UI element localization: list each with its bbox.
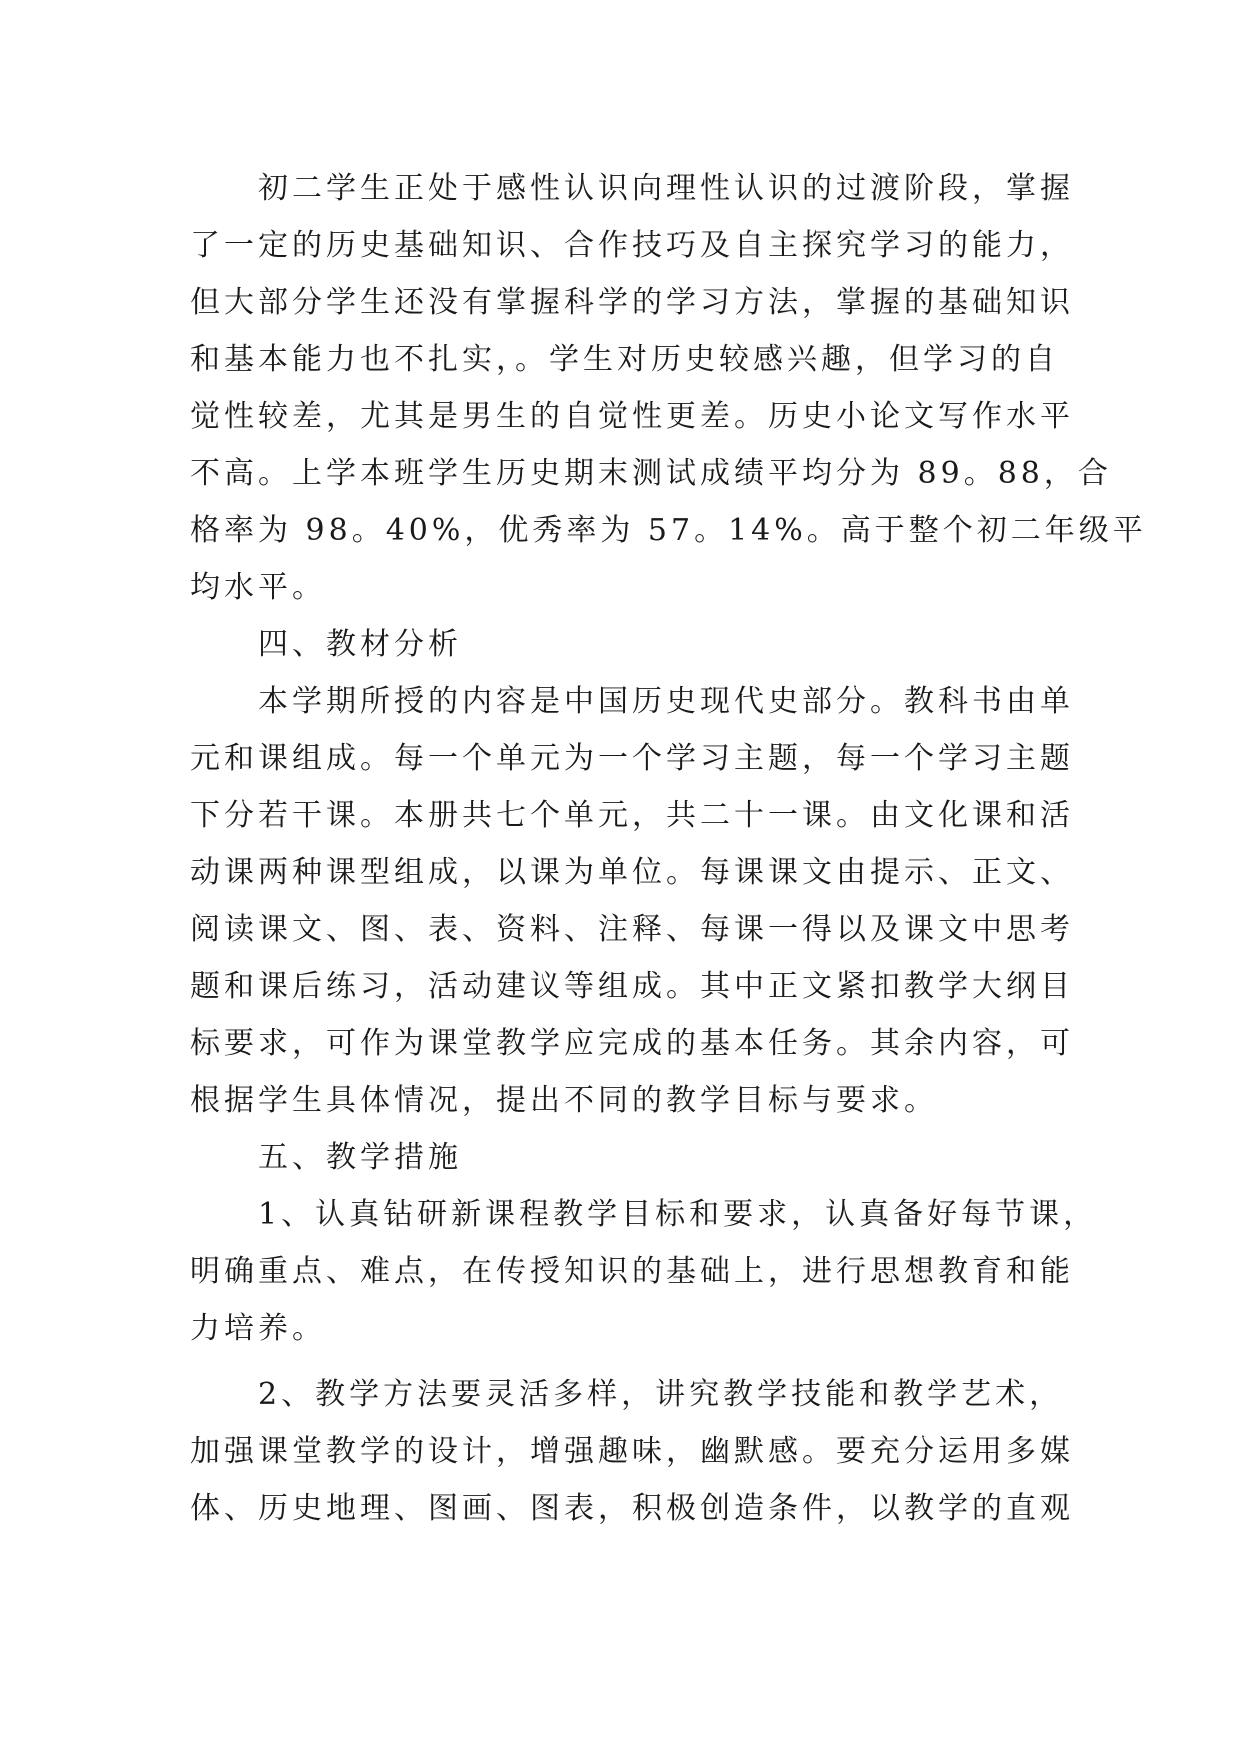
text-line: 体、历史地理、图画、图表，积极创造条件，以教学的直观 <box>190 1491 1074 1526</box>
section-heading-teaching-measures: 五、教学措施 <box>190 1140 462 1175</box>
text-line: 2、教学方法要灵活多样，讲究教学技能和教学艺术， <box>190 1377 1064 1412</box>
text-line: 下分若干课。本册共七个单元，共二十一课。由文化课和活 <box>190 798 1074 833</box>
text-line: 明确重点、难点，在传授知识的基础上，进行思想教育和能 <box>190 1254 1074 1289</box>
text-line: 标要求，可作为课堂教学应完成的基本任务。其余内容，可 <box>190 1026 1074 1061</box>
text-line: 动课两种课型组成，以课为单位。每课课文由提示、正文、 <box>190 855 1074 890</box>
text-line: 了一定的历史基础知识、合作技巧及自主探究学习的能力， <box>190 228 1074 263</box>
text-line: 1、认真钻研新课程教学目标和要求，认真备好每节课， <box>190 1197 1098 1232</box>
section-heading-textbook-analysis: 四、教材分析 <box>190 627 462 662</box>
text-line: 阅读课文、图、表、资料、注释、每课一得以及课文中思考 <box>190 912 1074 947</box>
text-line: 均水平。 <box>190 570 326 605</box>
text-line: 初二学生正处于感性认识向理性认识的过渡阶段，掌握 <box>190 171 1074 206</box>
text-line: 力培养。 <box>190 1311 326 1346</box>
text-line: 但大部分学生还没有掌握科学的学习方法，掌握的基础知识 <box>190 285 1074 320</box>
text-line: 格率为 98。40%，优秀率为 57。14%。高于整个初二年级平 <box>190 513 1147 548</box>
text-line: 本学期所授的内容是中国历史现代史部分。教科书由单 <box>190 684 1074 719</box>
text-line: 觉性较差，尤其是男生的自觉性更差。历史小论文写作水平 <box>190 399 1074 434</box>
text-line: 不高。上学本班学生历史期末测试成绩平均分为 89。88，合 <box>190 456 1112 491</box>
text-line: 题和课后练习，活动建议等组成。其中正文紧扣教学大纲目 <box>190 969 1074 1004</box>
text-line: 和基本能力也不扎实，。学生对历史较感兴趣，但学习的自 <box>190 342 1059 377</box>
text-line: 根据学生具体情况，提出不同的教学目标与要求。 <box>190 1083 938 1118</box>
body-text <box>190 160 1147 1537</box>
text-line: 元和课组成。每一个单元为一个学习主题，每一个学习主题 <box>190 741 1074 776</box>
text-line: 加强课堂教学的设计，增强趣味，幽默感。要充分运用多媒 <box>190 1434 1074 1469</box>
